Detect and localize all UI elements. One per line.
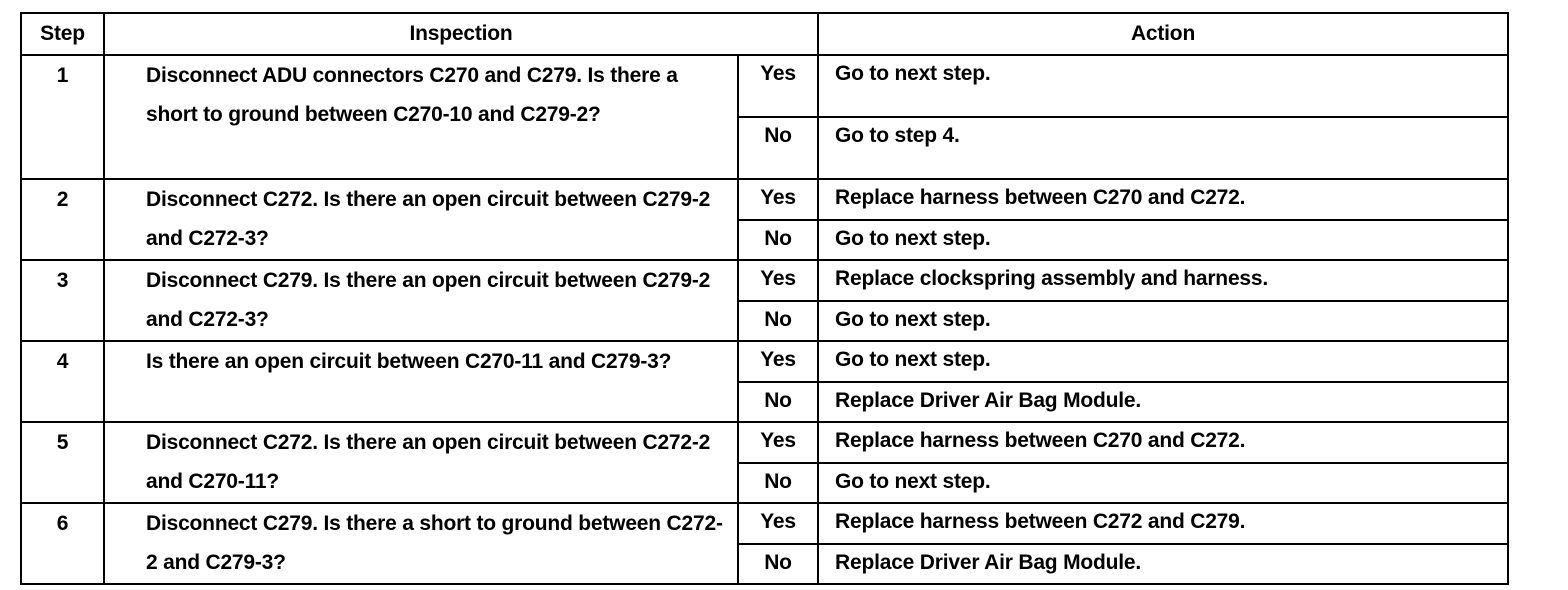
answer-yes: Yes	[738, 503, 818, 544]
action-no: Replace Driver Air Bag Module.	[818, 544, 1508, 584]
inspection-text	[104, 341, 738, 422]
step-number: 5	[21, 422, 104, 503]
header-action: Action	[818, 13, 1508, 55]
answer-yes: Yes	[738, 55, 818, 117]
step-number: 3	[21, 260, 104, 341]
inspection-text-content: Disconnect C279. Is there an open circuit between C279-2 and C272-3?	[146, 269, 711, 331]
inspection-text	[104, 179, 738, 260]
action-yes: Replace clockspring assembly and harness.	[818, 260, 1508, 301]
action-no: Go to next step.	[818, 463, 1508, 503]
answer-no: No	[738, 544, 818, 584]
inspection-text-content: Disconnect C272. Is there an open circuit between C272-2 and C270-11?	[146, 431, 711, 493]
table-row	[21, 179, 1508, 220]
inspection-text-content: Disconnect ADU connectors C270 and C279. Is there a short to ground between C270-10 and C279-2?	[146, 64, 678, 126]
answer-yes: Yes	[738, 179, 818, 220]
action-no: Go to next step.	[818, 301, 1508, 341]
action-yes: Replace harness between C270 and C272.	[818, 179, 1508, 220]
inspection-text	[104, 260, 738, 341]
answer-yes: Yes	[738, 422, 818, 463]
header-inspection: Inspection	[104, 13, 818, 55]
inspection-text-content: Disconnect C272. Is there an open circuit between C279-2 and C272-3?	[146, 188, 711, 250]
answer-yes: Yes	[738, 341, 818, 382]
action-yes: Go to next step.	[818, 341, 1508, 382]
answer-no: No	[738, 301, 818, 341]
table-row	[21, 55, 1508, 117]
header-row	[21, 13, 1508, 55]
action-no: Replace Driver Air Bag Module.	[818, 382, 1508, 422]
action-no: Go to step 4.	[818, 117, 1508, 179]
action-yes: Replace harness between C272 and C279.	[818, 503, 1508, 544]
inspection-text	[104, 503, 738, 584]
table-row	[21, 422, 1508, 463]
table-row	[21, 341, 1508, 382]
inspection-text-content: Disconnect C279. Is there a short to ground between C272-2 and C279-3?	[146, 512, 723, 574]
step-number: 1	[21, 55, 104, 179]
answer-no: No	[738, 220, 818, 260]
step-number: 6	[21, 503, 104, 584]
action-yes: Replace harness between C270 and C272.	[818, 422, 1508, 463]
header-step: Step	[21, 13, 104, 55]
inspection-text	[104, 55, 738, 179]
action-no: Go to next step.	[818, 220, 1508, 260]
inspection-text-content: Is there an open circuit between C270-11 and C279-3?	[146, 350, 672, 373]
table-row	[21, 503, 1508, 544]
answer-no: No	[738, 382, 818, 422]
action-yes: Go to next step.	[818, 55, 1508, 117]
table-row	[21, 260, 1508, 301]
answer-yes: Yes	[738, 260, 818, 301]
inspection-text	[104, 422, 738, 503]
step-number: 2	[21, 179, 104, 260]
diagnostic-table	[20, 12, 1509, 585]
step-number: 4	[21, 341, 104, 422]
answer-no: No	[738, 117, 818, 179]
answer-no: No	[738, 463, 818, 503]
